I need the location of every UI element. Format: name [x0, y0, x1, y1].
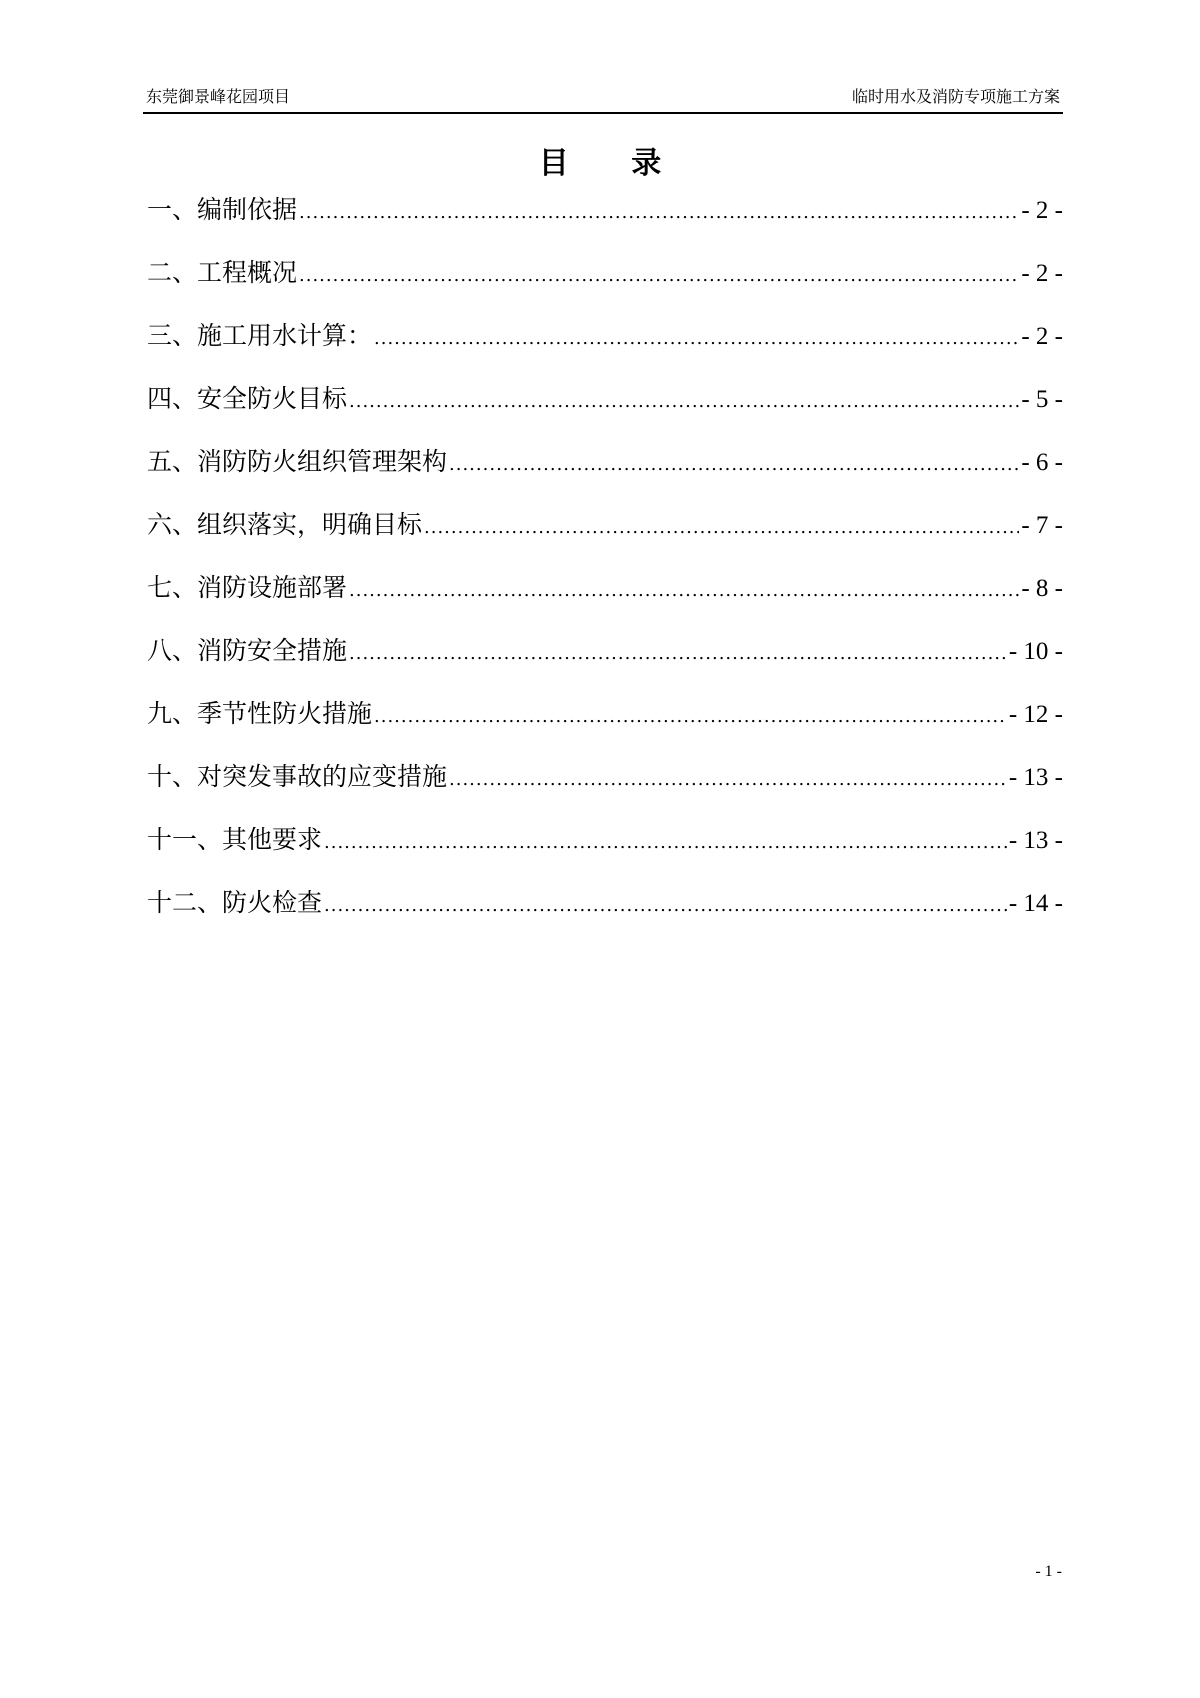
- toc-entry-page: - 12 -: [1008, 701, 1063, 728]
- toc-entry-page: - 2 -: [1021, 197, 1063, 224]
- toc-entry-label: 五、消防防火组织管理架构: [147, 447, 448, 476]
- toc-entry[interactable]: [147, 442, 1063, 505]
- toc-entry-page: - 2 -: [1021, 323, 1063, 350]
- toc-dot-leader: [349, 643, 1007, 664]
- toc-entry-label: 四、安全防火目标: [147, 384, 348, 413]
- toc-entry-page: - 8 -: [1021, 575, 1063, 602]
- footer-page-number: - 1 -: [1035, 1563, 1062, 1580]
- toc-dot-leader: [449, 769, 1007, 790]
- toc-entry-label: 三、施工用水计算：: [147, 321, 373, 350]
- toc-entry[interactable]: [147, 820, 1063, 883]
- toc-dot-leader: [299, 202, 1019, 223]
- toc-entry-label: 一、编制依据: [147, 195, 298, 224]
- toc-dot-leader: [299, 265, 1019, 286]
- toc-dot-leader: [349, 391, 1019, 412]
- toc-dot-leader: [349, 580, 1019, 601]
- toc-entry[interactable]: [147, 757, 1063, 820]
- toc-dot-leader: [324, 832, 1007, 853]
- table-of-contents: [147, 190, 1063, 946]
- page-header: [143, 84, 1063, 114]
- toc-entry-label: 十、对突发事故的应变措施: [147, 762, 448, 791]
- toc-dot-leader: [424, 517, 1019, 538]
- header-document-title: 临时用水及消防专项施工方案: [851, 87, 1060, 106]
- toc-title: 目 录: [538, 146, 688, 181]
- toc-entry-label: 八、消防安全措施: [147, 636, 348, 665]
- toc-entry[interactable]: [147, 568, 1063, 631]
- toc-entry-label: 十二、防火检查: [147, 888, 323, 917]
- toc-entry[interactable]: [147, 316, 1063, 379]
- toc-entry-page: - 13 -: [1008, 764, 1063, 791]
- toc-entry[interactable]: [147, 505, 1063, 568]
- toc-entry-page: - 5 -: [1021, 386, 1063, 413]
- toc-entry-page: - 13 -: [1008, 827, 1063, 854]
- toc-dot-leader: [324, 895, 1007, 916]
- toc-entry-label: 九、季节性防火措施: [147, 699, 373, 728]
- toc-dot-leader: [374, 706, 1007, 727]
- toc-entry[interactable]: [147, 694, 1063, 757]
- header-project-name: 东莞御景峰花园项目: [146, 87, 291, 106]
- toc-entry-page: - 7 -: [1021, 512, 1063, 539]
- toc-dot-leader: [449, 454, 1019, 475]
- toc-entry-label: 十一、其他要求: [147, 825, 323, 854]
- toc-entry-page: - 6 -: [1021, 449, 1063, 476]
- toc-entry-page: - 2 -: [1021, 260, 1063, 287]
- toc-entry-label: 七、消防设施部署: [147, 573, 348, 602]
- toc-entry[interactable]: [147, 253, 1063, 316]
- toc-entry[interactable]: [147, 631, 1063, 694]
- toc-entry[interactable]: [147, 379, 1063, 442]
- toc-entry-page: - 14 -: [1008, 890, 1063, 917]
- toc-entry-page: - 10 -: [1008, 638, 1063, 665]
- toc-entry-label: 二、工程概况: [147, 258, 298, 287]
- toc-entry[interactable]: [147, 883, 1063, 946]
- toc-entry[interactable]: [147, 190, 1063, 253]
- toc-entry-label: 六、组织落实，明确目标: [147, 510, 423, 539]
- toc-dot-leader: [374, 328, 1019, 349]
